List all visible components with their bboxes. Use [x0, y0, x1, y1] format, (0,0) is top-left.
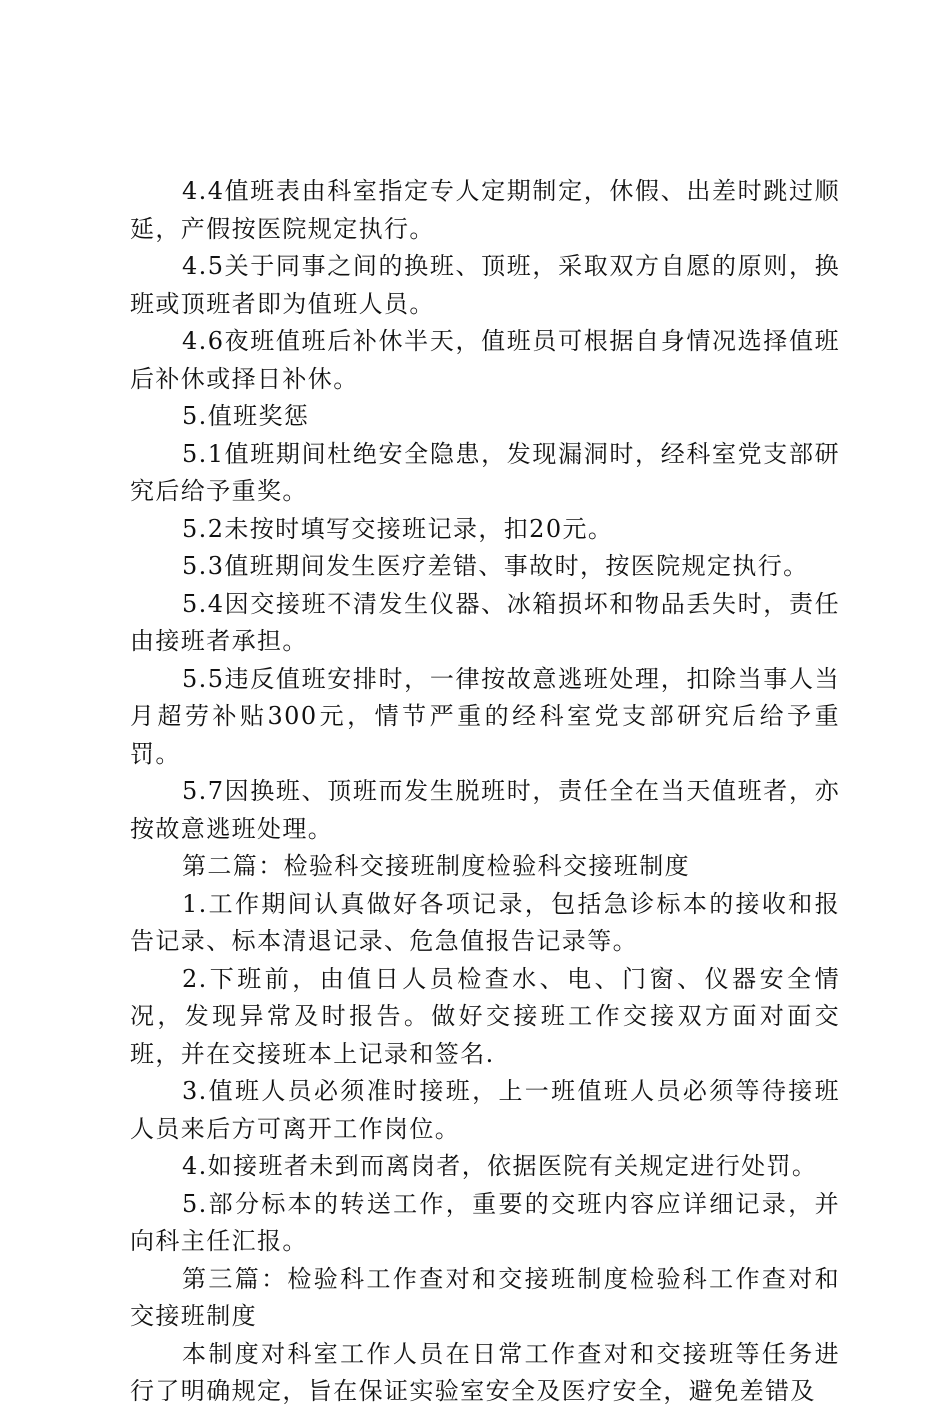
chapter-heading-3: 第三篇：检验科工作查对和交接班制度检验科工作查对和交接班制度: [130, 1264, 840, 1330]
paragraph-5-2: 5.2未按时填写交接班记录，扣20元。: [182, 514, 614, 543]
paragraph-4-6: 4.6夜班值班后补休半天，值班员可根据自身情况选择值班后补休或择日补休。: [130, 327, 840, 393]
paragraph-5-4: 5.4因交接班不清发生仪器、冰箱损坏和物品丢失时，责任由接班者承担。: [130, 589, 840, 655]
paragraph-ch2-4: 4.如接班者未到而离岗者，依据医院有关规定进行处罚。: [182, 1152, 818, 1180]
paragraph-5-5: 5.5违反值班安排时，一律按故意逃班处理，扣除当事人当月超劳补贴300元，情节严重的经科室党支部研究后给予重罚。: [130, 664, 840, 768]
paragraph-4-4: 4.4值班表由科室指定专人定期制定，休假、出差时跳过顺延，产假按医院规定执行。: [130, 177, 840, 243]
paragraph-ch2-3: 3.值班人员必须准时接班，上一班值班人员必须等待接班人员来后方可离开工作岗位。: [130, 1077, 840, 1143]
paragraph-5-1: 5.1值班期间杜绝安全隐患，发现漏洞时，经科室党支部研究后给予重奖。: [130, 439, 840, 505]
paragraph-5-7: 5.7因换班、顶班而发生脱班时，责任全在当天值班者，亦按故意逃班处理。: [130, 777, 840, 843]
chapter-heading-2: 第二篇：检验科交接班制度检验科交接班制度: [182, 852, 690, 880]
paragraph-5-3: 5.3值班期间发生医疗差错、事故时，按医院规定执行。: [182, 552, 809, 580]
document-body: [130, 173, 840, 1411]
section-heading-5: 5.值班奖惩: [182, 402, 310, 430]
paragraph-ch2-1: 1.工作期间认真做好各项记录，包括急诊标本的接收和报告记录、标本清退记录、危急值报告记录等。: [130, 889, 840, 955]
paragraph-ch3-intro: 本制度对科室工作人员在日常工作查对和交接班等任务进行了明确规定，旨在保证实验室安全及医疗安全，避免差错及: [130, 1339, 840, 1405]
paragraph-4-5: 4.5关于同事之间的换班、顶班，采取双方自愿的原则，换班或顶班者即为值班人员。: [130, 252, 840, 318]
paragraph-ch2-2: 2.下班前，由值日人员检查水、电、门窗、仪器安全情况，发现异常及时报告。做好交接班工作交接双方面对面交班，并在交接班本上记录和签名.: [130, 964, 840, 1068]
paragraph-ch2-5: 5.部分标本的转送工作，重要的交班内容应详细记录，并向科主任汇报。: [130, 1189, 840, 1255]
